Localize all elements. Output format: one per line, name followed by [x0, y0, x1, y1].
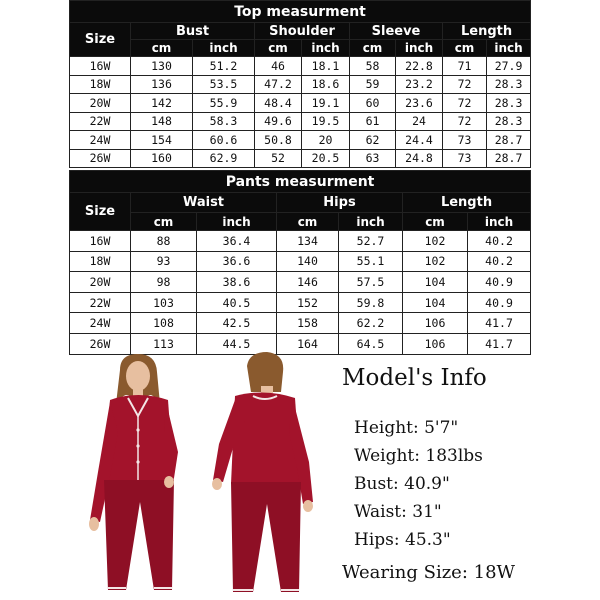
top-table-value-cell: 58 [350, 57, 396, 76]
pants-table-value-cell: 40.9 [468, 292, 531, 313]
top-group-shoulder: Shoulder [255, 23, 350, 40]
pants-table-value-cell: 140 [277, 251, 339, 272]
pants-unit: cm [131, 213, 197, 231]
top-unit: cm [255, 40, 302, 57]
top-table-value-cell: 71 [443, 57, 487, 76]
pants-table-row [70, 313, 531, 334]
top-table-value-cell: 136 [131, 75, 193, 94]
top-table-row [70, 75, 531, 94]
pants-group-length: Length [403, 193, 531, 213]
pants-table-title: Pants measurment [70, 171, 531, 193]
top-size-header: Size [70, 23, 131, 57]
top-table-row [70, 112, 531, 131]
top-table-value-cell: 24 [396, 112, 443, 131]
pants-table-row [70, 231, 531, 252]
top-unit: cm [131, 40, 193, 57]
top-table-value-cell: 60 [350, 94, 396, 113]
pants-unit: cm [403, 213, 468, 231]
pants-table-value-cell: 62.2 [339, 313, 403, 334]
pants-table-value-cell: 40.5 [197, 292, 277, 313]
top-unit: inch [302, 40, 350, 57]
top-table-body [70, 57, 531, 168]
top-table-value-cell: 28.3 [487, 75, 531, 94]
top-table-value-cell: 130 [131, 57, 193, 76]
model-wearing-size: Wearing Size: 18W [342, 562, 516, 583]
top-table-value-cell: 160 [131, 149, 193, 168]
pants-table-value-cell: 55.1 [339, 251, 403, 272]
pants-table-value-cell: 152 [277, 292, 339, 313]
top-table-value-cell: 20.5 [302, 149, 350, 168]
top-table-value-cell: 27.9 [487, 57, 531, 76]
pants-unit: inch [468, 213, 531, 231]
model-hips: Hips: 45.3" [354, 530, 451, 550]
pants-table-value-cell: 41.7 [468, 313, 531, 334]
top-table-value-cell: 52 [255, 149, 302, 168]
pants-table-value-cell: 59.8 [339, 292, 403, 313]
model-front-photo [80, 352, 200, 598]
pants-unit: inch [197, 213, 277, 231]
top-table-value-cell: 28.3 [487, 94, 531, 113]
top-table-value-cell: 148 [131, 112, 193, 131]
top-table-value-cell: 18.1 [302, 57, 350, 76]
top-table-value-cell: 53.5 [193, 75, 255, 94]
pants-table-value-cell: 93 [131, 251, 197, 272]
pants-unit: inch [339, 213, 403, 231]
top-table-value-cell: 24.4 [396, 131, 443, 150]
pants-table-value-cell: 102 [403, 231, 468, 252]
pants-table-value-cell: 40.2 [468, 251, 531, 272]
top-table-row [70, 131, 531, 150]
pants-table-size-cell: 20W [70, 272, 131, 293]
model-back-photo [205, 352, 325, 598]
pants-table-value-cell: 103 [131, 292, 197, 313]
top-table-value-cell: 58.3 [193, 112, 255, 131]
top-measurement-table [69, 0, 531, 168]
pants-table-value-cell: 113 [131, 333, 197, 354]
pants-table-size-cell: 22W [70, 292, 131, 313]
pants-unit: cm [277, 213, 339, 231]
pants-table-value-cell: 52.7 [339, 231, 403, 252]
top-table-value-cell: 20 [302, 131, 350, 150]
top-table-value-cell: 63 [350, 149, 396, 168]
pants-table-body [70, 231, 531, 355]
pants-table-row [70, 292, 531, 313]
top-table-value-cell: 22.8 [396, 57, 443, 76]
pants-table-value-cell: 42.5 [197, 313, 277, 334]
pants-table-value-cell: 158 [277, 313, 339, 334]
pants-table-row [70, 272, 531, 293]
top-group-bust: Bust [131, 23, 255, 40]
top-unit: inch [487, 40, 531, 57]
pants-table-value-cell: 134 [277, 231, 339, 252]
pants-table-value-cell: 104 [403, 292, 468, 313]
top-table-value-cell: 59 [350, 75, 396, 94]
top-table-value-cell: 51.2 [193, 57, 255, 76]
top-table-size-cell: 26W [70, 149, 131, 168]
pants-table-value-cell: 64.5 [339, 333, 403, 354]
top-table-size-cell: 16W [70, 57, 131, 76]
model-bust: Bust: 40.9" [354, 474, 450, 494]
top-table-size-cell: 18W [70, 75, 131, 94]
top-table-value-cell: 50.8 [255, 131, 302, 150]
pants-table-row [70, 333, 531, 354]
top-table-row [70, 57, 531, 76]
top-group-sleeve: Sleeve [350, 23, 443, 40]
top-table-value-cell: 47.2 [255, 75, 302, 94]
pants-table-value-cell: 38.6 [197, 272, 277, 293]
pants-table-size-cell: 24W [70, 313, 131, 334]
pants-table-value-cell: 57.5 [339, 272, 403, 293]
pants-size-header: Size [70, 193, 131, 231]
top-table-value-cell: 62.9 [193, 149, 255, 168]
top-table-value-cell: 72 [443, 94, 487, 113]
top-table-value-cell: 49.6 [255, 112, 302, 131]
pants-table-size-cell: 18W [70, 251, 131, 272]
pants-table-value-cell: 102 [403, 251, 468, 272]
top-unit: cm [350, 40, 396, 57]
pants-table-value-cell: 106 [403, 313, 468, 334]
top-table-value-cell: 28.7 [487, 149, 531, 168]
pants-table-value-cell: 98 [131, 272, 197, 293]
pants-table-value-cell: 36.4 [197, 231, 277, 252]
top-table-size-cell: 20W [70, 94, 131, 113]
top-unit: inch [193, 40, 255, 57]
top-table-row [70, 94, 531, 113]
top-table-value-cell: 23.6 [396, 94, 443, 113]
pants-table-value-cell: 146 [277, 272, 339, 293]
pants-table-value-cell: 164 [277, 333, 339, 354]
pants-table-value-cell: 40.2 [468, 231, 531, 252]
pants-measurement-table [69, 170, 531, 355]
pants-group-hips: Hips [277, 193, 403, 213]
model-waist: Waist: 31" [354, 502, 442, 522]
top-table-value-cell: 18.6 [302, 75, 350, 94]
pants-table-size-cell: 26W [70, 333, 131, 354]
pants-table-value-cell: 41.7 [468, 333, 531, 354]
top-table-title: Top measurment [70, 1, 531, 23]
top-table-value-cell: 61 [350, 112, 396, 131]
top-table-value-cell: 154 [131, 131, 193, 150]
top-table-value-cell: 73 [443, 131, 487, 150]
top-table-value-cell: 28.3 [487, 112, 531, 131]
top-table-value-cell: 73 [443, 149, 487, 168]
top-table-size-cell: 22W [70, 112, 131, 131]
top-table-value-cell: 72 [443, 75, 487, 94]
top-table-value-cell: 142 [131, 94, 193, 113]
top-unit: inch [396, 40, 443, 57]
pants-table-value-cell: 36.6 [197, 251, 277, 272]
top-table-value-cell: 60.6 [193, 131, 255, 150]
top-table-value-cell: 24.8 [396, 149, 443, 168]
top-table-row [70, 149, 531, 168]
pants-table-value-cell: 88 [131, 231, 197, 252]
top-table-value-cell: 55.9 [193, 94, 255, 113]
top-table-value-cell: 28.7 [487, 131, 531, 150]
model-info-title: Model's Info [342, 365, 487, 391]
pants-table-row [70, 251, 531, 272]
top-table-value-cell: 72 [443, 112, 487, 131]
top-table-value-cell: 23.2 [396, 75, 443, 94]
top-table-value-cell: 19.5 [302, 112, 350, 131]
pants-table-value-cell: 44.5 [197, 333, 277, 354]
top-table-value-cell: 48.4 [255, 94, 302, 113]
top-group-length: Length [443, 23, 531, 40]
pants-table-value-cell: 104 [403, 272, 468, 293]
model-weight: Weight: 183lbs [354, 446, 483, 466]
top-table-value-cell: 19.1 [302, 94, 350, 113]
top-table-size-cell: 24W [70, 131, 131, 150]
top-table-value-cell: 62 [350, 131, 396, 150]
pants-table-size-cell: 16W [70, 231, 131, 252]
top-unit: cm [443, 40, 487, 57]
top-table-value-cell: 46 [255, 57, 302, 76]
pants-table-value-cell: 106 [403, 333, 468, 354]
pants-table-value-cell: 40.9 [468, 272, 531, 293]
pants-table-value-cell: 108 [131, 313, 197, 334]
pants-group-waist: Waist [131, 193, 277, 213]
model-height: Height: 5'7" [354, 418, 459, 438]
